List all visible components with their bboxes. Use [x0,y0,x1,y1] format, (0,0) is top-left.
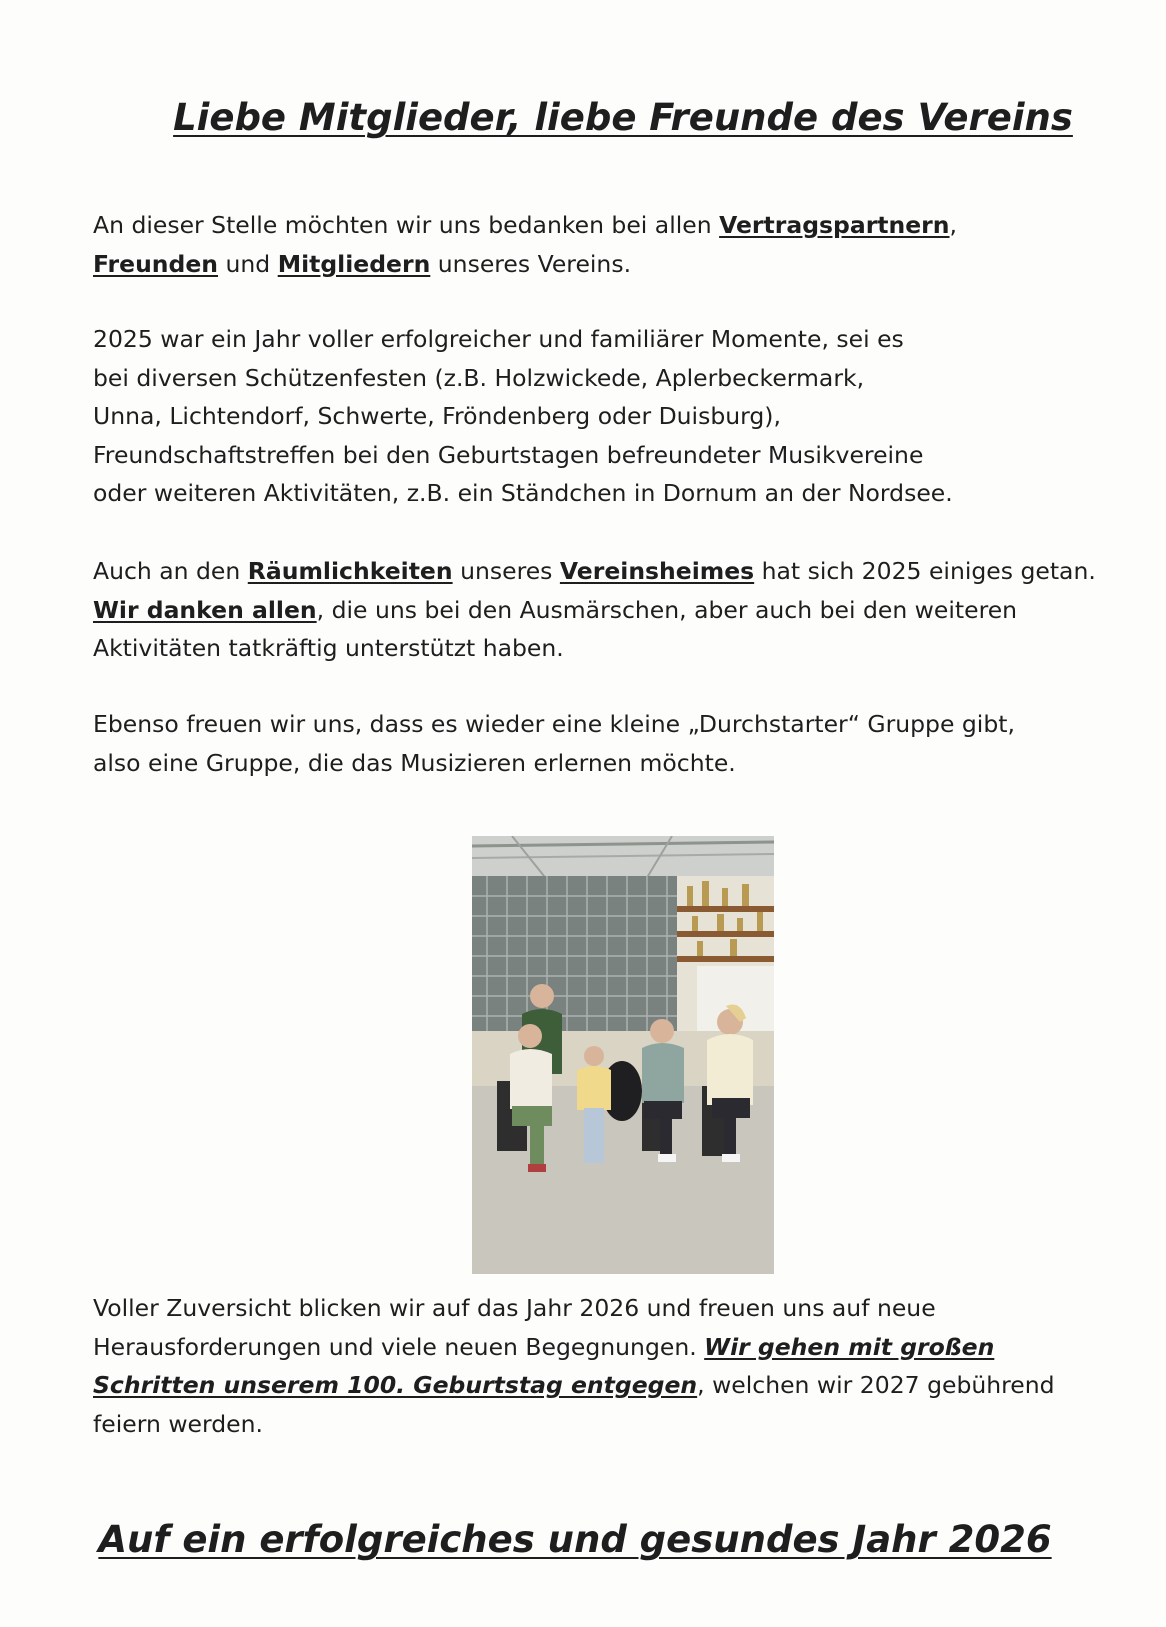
text: Herausforderungen und viele neuen Begegnungen. [93,1332,705,1361]
emphasis-friends: Freunden [93,249,219,278]
beginner-group-paragraph [93,705,1143,782]
thanks-paragraph [93,206,1143,283]
text: Aktivitäten tatkräftig unterstützt haben. [93,634,564,662]
text-line: Ebenso freuen wir uns, dass es wieder eine kleine „Durchstarter“ Gruppe gibt, [93,710,1015,738]
emphasis-contract-partners: Vertragspartnern [719,211,950,239]
group-photo-image [472,836,774,1274]
text: , [949,211,957,239]
group-photo [472,836,774,1274]
closing-headline: Auf ein erfolgreiches und gesundes Jahr 2026 [98,1518,1052,1561]
text-line: also eine Gruppe, die das Musizieren erlernen möchte. [93,748,736,777]
text: , welchen wir 2027 gebührend [697,1371,1055,1399]
text: feiern werden. [93,1409,263,1438]
text: Auch an den [93,557,248,585]
emphasis-anniversary-cont: Schritten unserem 100. Geburtstag entgegen [93,1371,698,1399]
emphasis-thanks-all: Wir danken allen [93,595,317,624]
text: hat sich 2025 einiges getan. [754,557,1096,585]
emphasis-premises: Räumlichkeiten [247,557,453,585]
text-line: bei diversen Schützenfesten (z.B. Holzwickede, Aplerbeckermark, [93,363,865,392]
year-review-paragraph [93,320,1143,513]
page-title: Liebe Mitglieder, liebe Freunde des Vereins [173,96,1073,139]
text: An dieser Stelle möchten wir uns bedanken bei allen [93,211,720,239]
text: und [218,249,278,278]
text-line: Freundschaftstreffen bei den Geburtstagen befreundeter Musikvereine [93,440,924,469]
text-line: 2025 war ein Jahr voller erfolgreicher und familiärer Momente, sei es [93,325,904,353]
emphasis-members: Mitgliedern [277,249,431,278]
text: unseres [452,557,560,585]
emphasis-anniversary: Wir gehen mit großen [704,1332,995,1361]
outlook-paragraph [93,1289,1143,1443]
text-line: Unna, Lichtendorf, Schwerte, Fröndenberg oder Duisburg), [93,402,781,430]
emphasis-clubhouse: Vereinsheimes [559,557,755,585]
text-line: oder weiteren Aktivitäten, z.B. ein Ständchen in Dornum an der Nordsee. [93,479,953,507]
text: unseres Vereins. [430,249,632,278]
text: Voller Zuversicht blicken wir auf das Jahr 2026 und freuen uns auf neue [93,1294,936,1322]
text: , die uns bei den Ausmärschen, aber auch bei den weiteren [316,595,1018,624]
clubhouse-paragraph [93,552,1143,668]
